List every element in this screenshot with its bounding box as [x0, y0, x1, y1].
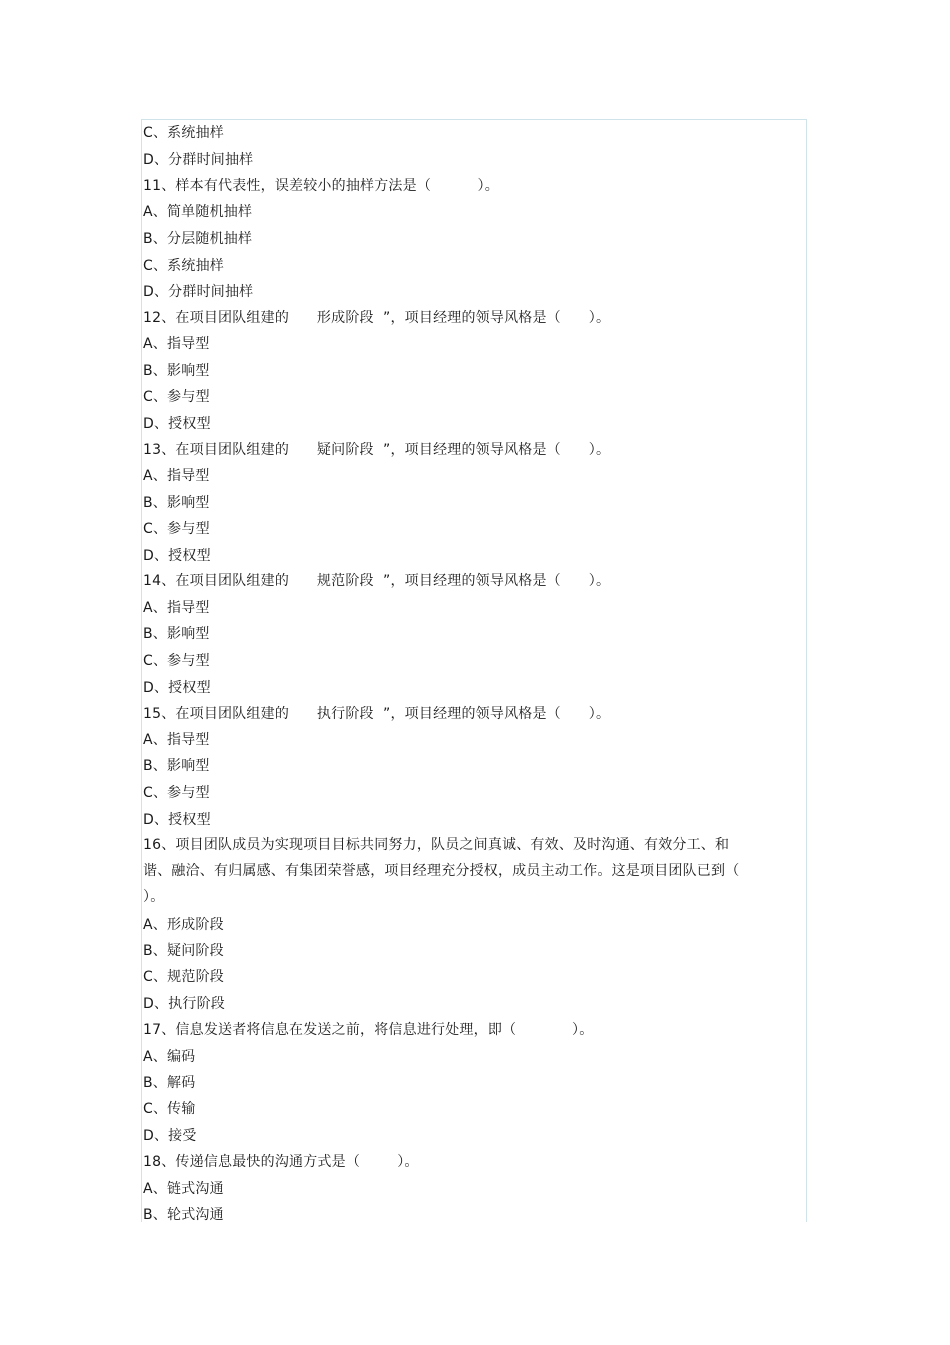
option-line: B、影响型 — [143, 363, 210, 379]
option-line: C、参与型 — [143, 653, 210, 669]
question-line: 17、信息发送者将信息在发送之前，将信息进行处理，即（ ）。 — [143, 1022, 594, 1038]
question-line: 11、样本有代表性，误差较小的抽样方法是（ ）。 — [143, 178, 499, 194]
option-line: A、编码 — [143, 1049, 196, 1065]
option-line: D、授权型 — [143, 812, 211, 828]
option-line: B、影响型 — [143, 495, 210, 511]
option-line: D、接受 — [143, 1128, 197, 1144]
option-line: B、影响型 — [143, 758, 210, 774]
option-line: D、授权型 — [143, 416, 211, 432]
option-line: C、系统抽样 — [143, 258, 224, 274]
option-line: B、轮式沟通 — [143, 1207, 224, 1223]
option-line: B、影响型 — [143, 626, 210, 642]
option-line: C、规范阶段 — [143, 969, 224, 985]
option-line: D、分群时间抽样 — [143, 152, 254, 168]
question-line: 12、在项目团队组建的 形成阶段 ”，项目经理的领导风格是（ ）。 — [143, 310, 611, 326]
question-line: 14、在项目团队组建的 规范阶段 ”，项目经理的领导风格是（ ）。 — [143, 573, 611, 589]
option-line: C、参与型 — [143, 785, 210, 801]
option-line: C、系统抽样 — [143, 125, 224, 141]
option-line: C、参与型 — [143, 521, 210, 537]
option-line: D、分群时间抽样 — [143, 284, 254, 300]
option-line: A、指导型 — [143, 600, 210, 616]
option-line: D、执行阶段 — [143, 996, 225, 1012]
option-line: D、授权型 — [143, 680, 211, 696]
option-line: A、指导型 — [143, 468, 210, 484]
question-line: 13、在项目团队组建的 疑问阶段 ”，项目经理的领导风格是（ ）。 — [143, 442, 611, 458]
option-line: A、指导型 — [143, 336, 210, 352]
option-line: B、疑问阶段 — [143, 943, 224, 959]
option-line: B、分层随机抽样 — [143, 231, 253, 247]
question-line: 18、传递信息最快的沟通方式是（ ）。 — [143, 1154, 419, 1170]
option-line: C、参与型 — [143, 389, 210, 405]
option-line: A、形成阶段 — [143, 917, 224, 933]
option-line: A、简单随机抽样 — [143, 204, 253, 220]
option-line: B、解码 — [143, 1075, 196, 1091]
question-line: 16、项目团队成员为实现项目目标共同努力，队员之间真诚、有效、及时沟通、有效分工、和谐、融洽、有归属感、有集团荣誉感，项目经理充分授权，成员主动工作。这是项目团队已到（ ）。 — [143, 837, 740, 905]
option-line: D、授权型 — [143, 548, 211, 564]
option-line: A、链式沟通 — [143, 1181, 224, 1197]
option-line: A、指导型 — [143, 732, 210, 748]
option-line: C、传输 — [143, 1101, 196, 1117]
question-line: 15、在项目团队组建的 执行阶段 ”，项目经理的领导风格是（ ）。 — [143, 706, 611, 722]
